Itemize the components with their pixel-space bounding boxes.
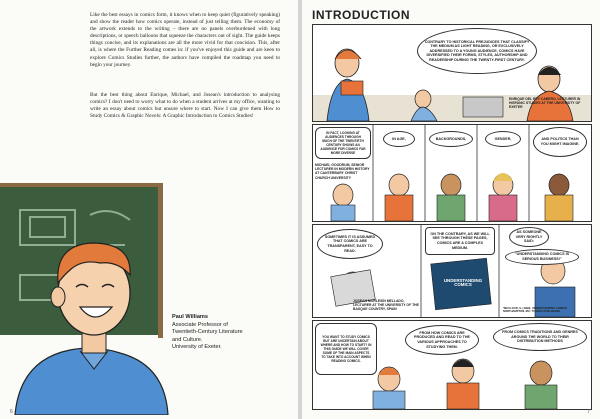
page-number-right: 7	[587, 409, 590, 415]
speech-bubble-8: ON THE CONTRARY, AS WE WILL SEE THROUGH THESE PAGES, COMICS ARE A COMPLEX MEDIUM.	[425, 227, 495, 255]
left-page	[0, 0, 298, 419]
speech-bubble-4: BACKGROUNDS,	[429, 131, 473, 147]
speech-bubble-1: CONTRARY TO HISTORICAL PREJUDICES THAT CLASSIFY THE MEDIUM AS LIGHT READING, OR EXCLUSIVELY ADDRESSED TO A YOUNG AUDIENCE, COMICS HAVE DIVERSIFIED THEIR FORMS, STYLES, AUTHORSHIP AND READERSHIP DURING THE TWENTY-FIRST CENTURY.	[417, 28, 537, 74]
paragraph-2: But the best thing about Enrique, Michael, and Josean's introduction to analysing comics? I don't need to worry what to do when a student arrives at my office, wanting to write an essay about comics but unsure where to start. Now I can give them How to Study Comics & Graphic Novels: A Graphic Introduction to Comics Studies!	[90, 92, 280, 120]
speech-bubble-3: IN AGE,	[383, 131, 415, 147]
page-title: INTRODUCTION	[312, 8, 410, 22]
panel-bottom	[312, 320, 592, 410]
bio-title-line-2: Twentieth-Century Literature	[172, 329, 243, 336]
bio-title-line-3: and Culture.	[172, 336, 203, 343]
bio-name: Paul Williams	[172, 314, 209, 320]
panel-lower	[312, 224, 592, 318]
speech-bubble-5: GENDER,	[485, 131, 521, 147]
book-cover-title: UNDERSTANDING COMICS	[443, 278, 483, 288]
caption-reference: *MCCLOUD, S. (1993). UNDERSTANDING COMICS. NORTHAMPTON, MA: TUNDRA PUBLISHING	[503, 307, 568, 314]
speech-bubble-7: SOMETIMES IT IS ASSUMED THAT COMICS ARE TRANSPARENT, EASY TO READ.	[317, 229, 383, 259]
speech-bubble-11: YOU WANT TO STUDY COMICS BUT ARE UNCERTAIN ABOUT WHERE AND HOW TO START? IN THIS GUIDE WE WILL COVER SOME OF THE MAIN ASPECTS TO TAKE INTO ACCOUNT WHEN READING COMICS.	[315, 323, 377, 375]
right-page	[302, 0, 600, 419]
page-number-left: 6	[10, 409, 13, 415]
panel-top	[312, 24, 592, 122]
panel-middle	[312, 124, 592, 222]
speech-bubble-9: AS SOMEONE VERY RIGHTLY SAID:	[509, 227, 549, 247]
bio-title-line-1: Associate Professor of	[172, 321, 228, 328]
speech-bubble-2: IN FACT, LOOKING AT AUDIENCES THROUGH MUCH OF THE TWENTIETH CENTURY SHOWS AN AUDIENCE FOR COMICS FAR MORE DIVERSE	[315, 127, 371, 159]
speech-bubble-13: FROM COMICS TRADITIONS AND GENRES AROUND THE WORLD TO THEIR DISTRIBUTION METHODS	[493, 323, 587, 351]
caption-enrique: ENRIQUE DEL REY CABERO, LECTURER IN HISPANIC STUDIES AT THE UNIVERSITY OF EXETER	[509, 97, 581, 110]
author-bio	[172, 314, 243, 352]
speech-bubble-10: "UNDERSTANDING COMICS IS SERIOUS BUSINESS!"	[505, 249, 579, 265]
paragraph-1: Like the best essays in comics form, it knows when to keep quiet (figuratively speaking) and show the reader how comics operate, instead of just telling them. The economy of the artwork extends to the writing – there are no panels overburdened with long descriptions, or speech balloons that squeeze the characters out of sight. The guide keeps things concise, and its explanations are all the more vivid for that concision. This, after all, is where the Further Reading comes in: if you've enjoyed this guide and are keen to explore Comics Studies further, the authors have compiled the roadmap you need to begin your journey.	[90, 12, 280, 68]
bio-organization: University of Exeter.	[172, 344, 222, 351]
speech-bubble-6: AND POLITICS THAN YOU MIGHT IMAGINE.	[533, 127, 587, 157]
caption-michael: MICHAEL GOODRUM, SENIOR LECTURER IN MODERN HISTORY AT CANTERBURY CHRIST CHURCH UNIVERSITY	[315, 163, 370, 180]
speech-bubble-12: FROM HOW COMICS ARE PRODUCED AND READ TO THE VARIOUS APPROACHES TO STUDYING THEM.	[405, 325, 479, 355]
author-illustration	[0, 175, 170, 415]
caption-josean: JOSEAN MORLESÍN MELLADO, LECTURER AT THE UNIVERSITY OF THE BASQUE COUNTRY, SPAIN	[353, 299, 419, 312]
